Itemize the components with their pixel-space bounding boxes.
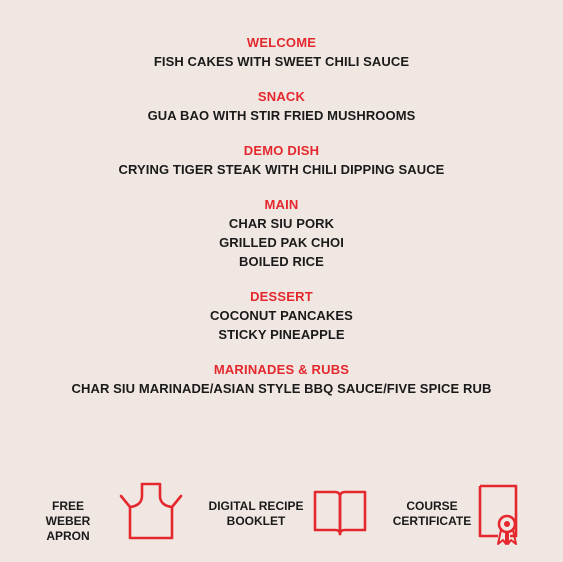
menu-item: CRYING TIGER STEAK WITH CHILI DIPPING SAUCE	[118, 162, 445, 177]
perk-apron-line: WEBER	[45, 514, 91, 528]
menu	[0, 34, 563, 415]
section-title: DESSERT	[250, 289, 313, 304]
perk-apron-label	[38, 499, 98, 544]
perk-certificate-line: CERTIFICATE	[392, 514, 472, 528]
menu-section-marinades-rubs	[0, 361, 563, 398]
menu-section-welcome	[0, 34, 563, 71]
perk-apron-line: FREE	[51, 499, 84, 513]
section-title: SNACK	[257, 89, 306, 104]
menu-item: GRILLED PAK CHOI	[219, 235, 344, 250]
section-title: WELCOME	[246, 35, 317, 50]
perk-apron-line: APRON	[46, 529, 90, 543]
apron-icon	[118, 480, 184, 542]
perk-booklet-line: DIGITAL RECIPE	[208, 499, 304, 513]
section-title: DEMO DISH	[243, 143, 320, 158]
menu-section-demo-dish	[0, 142, 563, 179]
section-title: MAIN	[264, 197, 299, 212]
menu-item: CHAR SIU MARINADE/ASIAN STYLE BBQ SAUCE/FIVE SPICE RUB	[71, 381, 492, 396]
menu-section-main	[0, 196, 563, 271]
menu-item: FISH CAKES WITH SWEET CHILI SAUCE	[153, 54, 410, 69]
menu-item: CHAR SIU PORK	[228, 216, 335, 231]
menu-section-dessert	[0, 288, 563, 344]
open-book-icon	[313, 490, 367, 536]
menu-item: GUA BAO WITH STIR FRIED MUSHROOMS	[147, 108, 416, 123]
menu-section-snack	[0, 88, 563, 125]
perk-certificate-line: COURSE	[406, 499, 458, 513]
menu-item: STICKY PINEAPPLE	[218, 327, 345, 342]
perk-booklet-line: BOOKLET	[226, 514, 286, 528]
perk-booklet-label	[200, 499, 312, 529]
menu-item: BOILED RICE	[239, 254, 324, 269]
perk-certificate-label	[384, 499, 480, 529]
section-title: MARINADES & RUBS	[213, 362, 350, 377]
perks-row	[0, 480, 563, 550]
menu-item: COCONUT PANCAKES	[210, 308, 353, 323]
certificate-icon	[478, 484, 522, 546]
